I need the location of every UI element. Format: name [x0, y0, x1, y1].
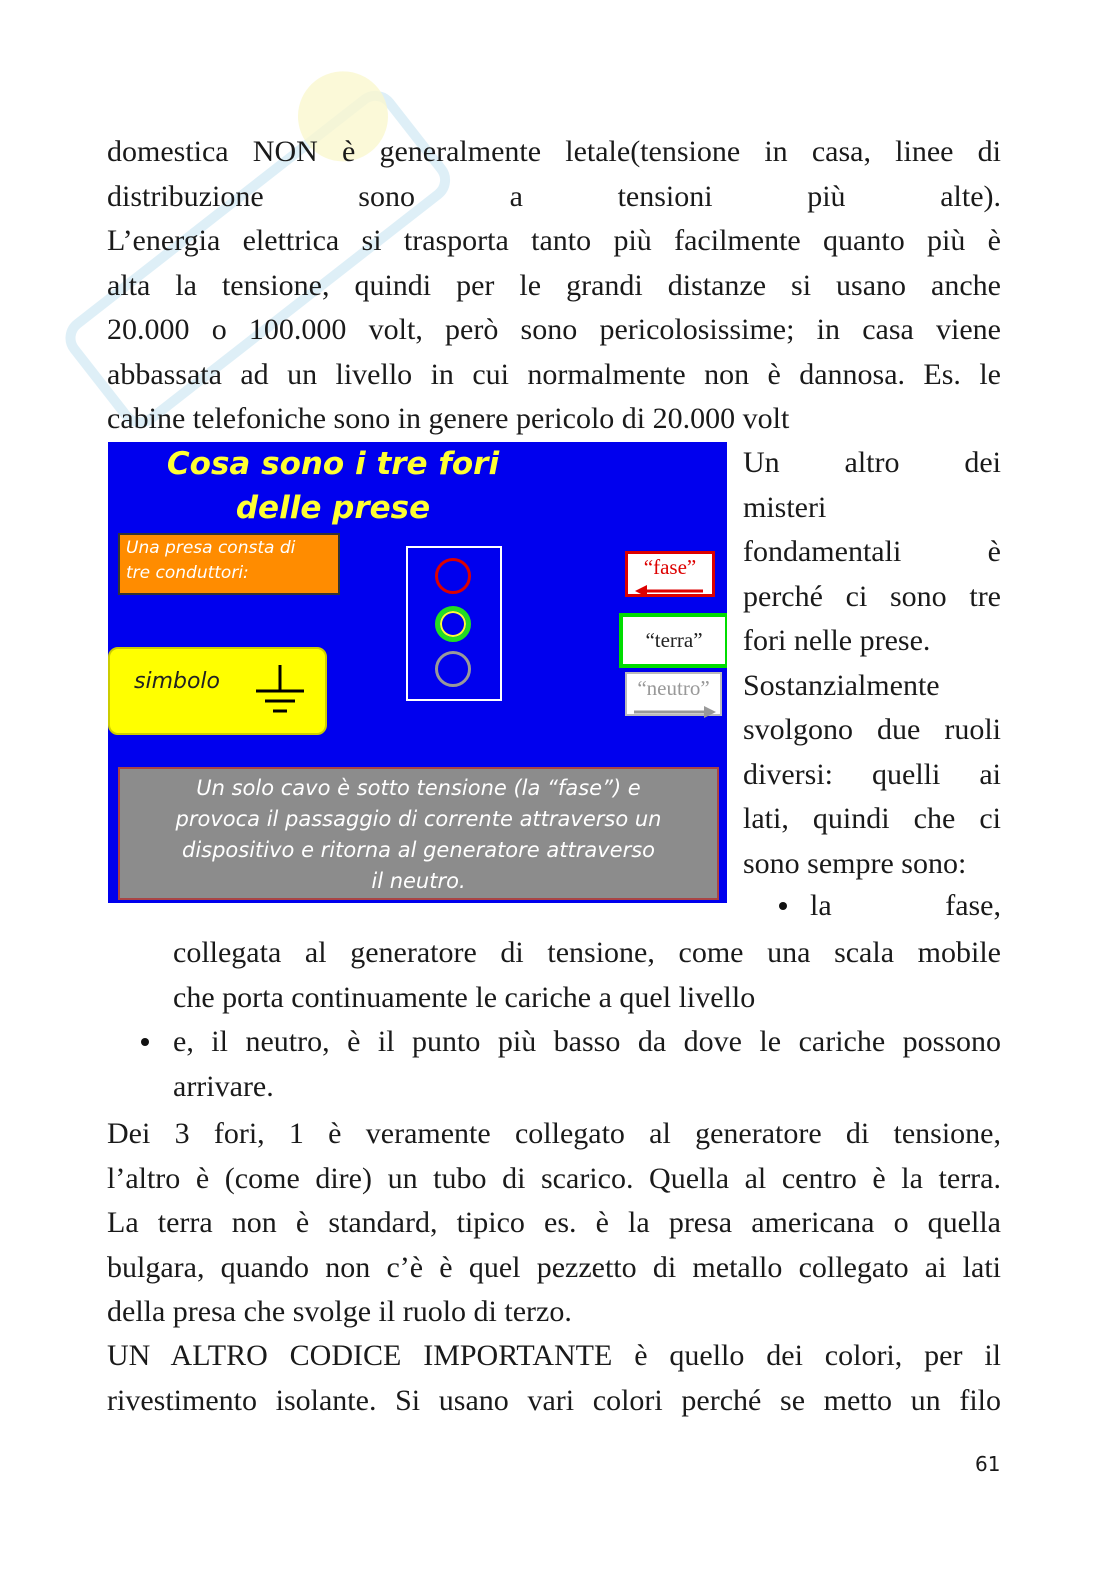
symbol-label: simbolo	[134, 669, 221, 694]
text-line: svolgono due ruoli	[743, 713, 1001, 746]
note-line: tre conduttori:	[126, 563, 249, 583]
text-line: fondamentali è	[743, 535, 1001, 568]
text-line: perché ci sono tre	[743, 579, 1001, 613]
explanation-line: il neutro.	[371, 869, 466, 893]
text-line: la fase,	[810, 889, 1001, 922]
bullet-1-first-line	[810, 884, 1001, 929]
text-line: Sostanzialmente	[743, 668, 940, 702]
text-line: UN ALTRO CODICE IMPORTANTE è quello dei colori, per il	[107, 1339, 1001, 1372]
explanation-box	[118, 767, 719, 900]
text-line: 20.000 o 100.000 volt, però sono pericolosissime; in casa viene	[107, 313, 1001, 346]
text-line: L’energia elettrica si trasporta tanto più facilmente quanto più è	[107, 224, 1001, 257]
paragraph-1	[107, 130, 1001, 219]
text-line: Un altro dei	[743, 446, 1001, 479]
slide-title-line: Cosa sono i tre fori	[166, 446, 500, 482]
neutro-label: “neutro”	[637, 676, 710, 700]
note-line: Una presa consta di	[126, 538, 296, 558]
explanation-line: dispositivo e ritorna al generatore attraverso	[182, 838, 655, 862]
right-arrow-icon	[632, 706, 716, 718]
text-line: cabine telefoniche sono in genere pericolo di 20.000 volt	[107, 402, 790, 435]
text-line: Dei 3 fori, 1 è veramente collegato al generatore di tensione,	[107, 1117, 1001, 1150]
explanation-line: provoca il passaggio di corrente attraverso un	[175, 807, 662, 831]
explanation-line: Un solo cavo è sotto tensione (la “fase”) e	[196, 776, 641, 800]
text-line: l’altro è (come dire) un tubo di scarico. Quella al centro è la terra.	[107, 1161, 1001, 1195]
ground-icon	[250, 659, 310, 719]
bullet-2-body	[173, 1020, 1001, 1109]
text-line: collegata al generatore di tensione, come una scala mobile	[173, 936, 1001, 969]
text-line: fori nelle prese.	[743, 624, 931, 657]
slide-title-line: delle prese	[235, 490, 431, 526]
text-line: alta la tensione, quindi per le grandi distanze si usano anche	[107, 268, 1001, 302]
terra-label: “terra”	[645, 628, 703, 652]
text-line: misteri	[743, 490, 827, 524]
paragraph-3	[107, 1112, 1001, 1335]
text-line: che porta continuamente le cariche a quel livello	[173, 980, 756, 1014]
terra-hole	[435, 606, 471, 642]
bullet-icon	[141, 1038, 149, 1046]
socket-outline	[406, 546, 502, 701]
text-line: diversi: quelli ai	[743, 757, 1001, 791]
text-line: della presa che svolge il ruolo di terzo.	[107, 1295, 572, 1328]
text-line: La terra non è standard, tipico es. è la presa americana o quella	[107, 1206, 1001, 1239]
text-line: bulgara, quando non c’è è quel pezzetto di metallo collegato ai lati	[107, 1250, 1001, 1284]
text-line: abbassata ad un livello in cui normalmente non è dannosa. Es. le	[107, 357, 1001, 391]
neutro-label-box	[625, 672, 722, 716]
socket-slide-figure	[108, 442, 727, 903]
terra-label-box	[619, 613, 727, 668]
text-line: arrivare.	[173, 1069, 274, 1103]
text-line: rivestimento isolante. Si usano vari colori perché se metto un filo	[107, 1383, 1001, 1417]
text-line: distribuzione sono a tensioni più alte).	[107, 179, 1001, 213]
side-paragraph	[743, 441, 1001, 886]
fase-label-box	[625, 551, 715, 597]
slide-title	[108, 442, 558, 530]
conductors-note	[118, 533, 340, 595]
paragraph-2	[107, 219, 1001, 442]
ground-symbol-box	[108, 647, 327, 735]
text-line: sono sempre sono:	[743, 846, 967, 880]
bullet-icon	[779, 902, 787, 910]
bullet-1-body	[173, 931, 1001, 1020]
text-line: lati, quindi che ci	[743, 802, 1001, 835]
text-line: domestica NON è generalmente letale(tensione in casa, linee di	[107, 135, 1001, 168]
page-number: 61	[975, 1452, 1001, 1476]
neutro-hole	[435, 651, 471, 687]
text-line: e, il neutro, è il punto più basso da dove le cariche possono	[173, 1025, 1001, 1058]
fase-label: “fase”	[643, 555, 697, 579]
left-arrow-icon	[635, 585, 705, 597]
paragraph-4	[107, 1334, 1001, 1423]
fase-hole	[435, 558, 471, 594]
